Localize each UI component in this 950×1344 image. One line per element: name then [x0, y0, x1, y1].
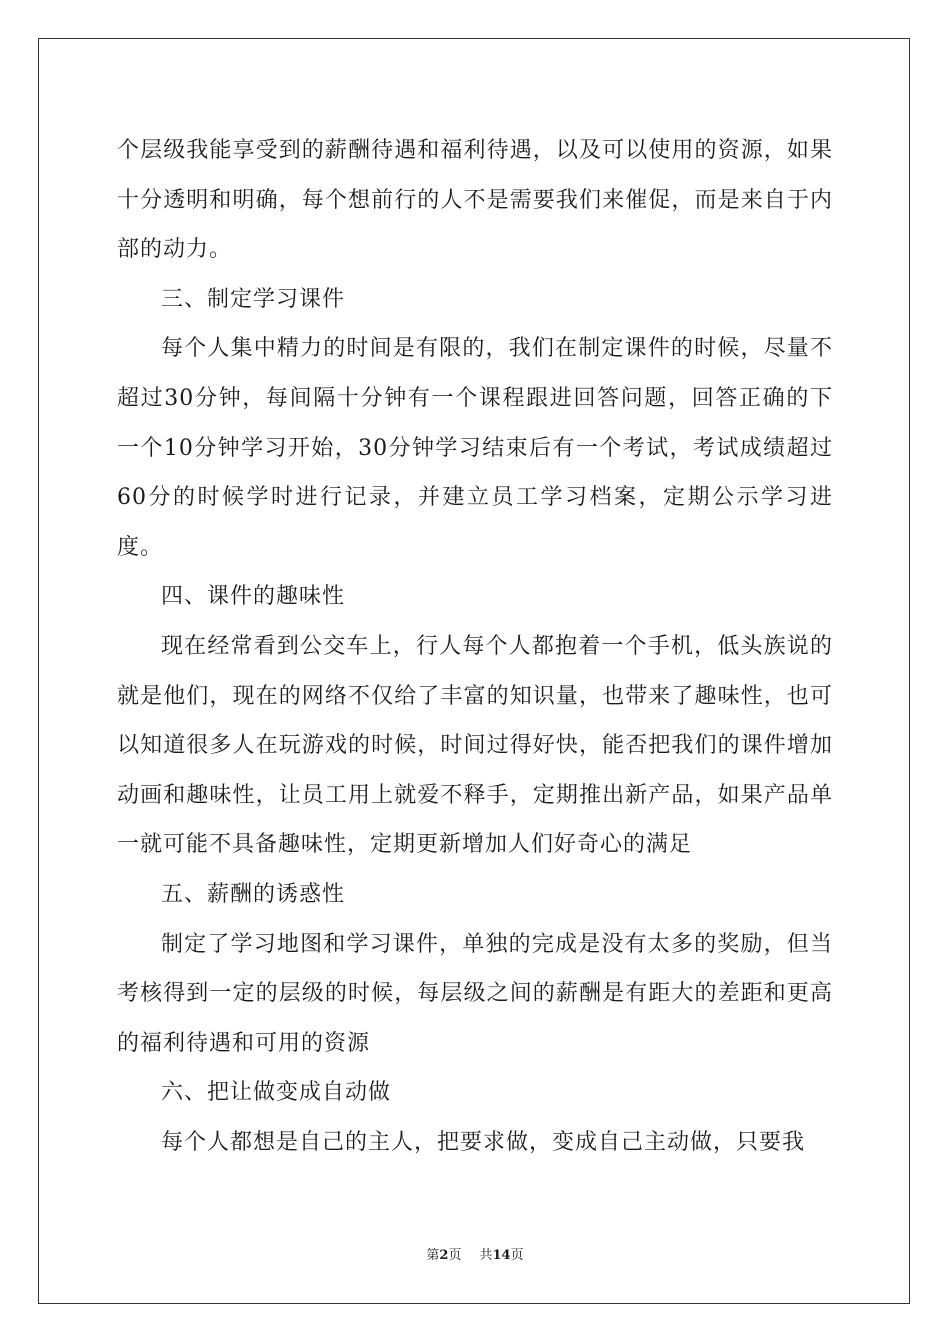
paragraph: 制定了学习地图和学习课件，单独的完成是没有太多的奖励，但当考核得到一定的层级的时候，每层级之间的薪酬是有距大的差距和更高的福利待遇和可用的资源	[117, 931, 833, 1056]
section-heading-3: 三、制定学习课件	[161, 286, 346, 312]
footer-total-number: 14	[492, 1248, 511, 1263]
section-heading-6: 六、把让做变成自动做	[161, 1080, 392, 1106]
paragraph: 每个人都想是自己的主人，把要求做，变成自己主动做，只要我	[161, 1129, 806, 1155]
footer-page-number: 2	[439, 1248, 449, 1263]
section-heading-5: 五、薪酬的诱惑性	[161, 881, 346, 907]
document-body	[117, 126, 833, 1167]
paragraph: 每个人集中精力的时间是有限的，我们在制定课件的时候，尽量不超过30分钟，每间隔十分钟有一个课程跟进回答问题，回答正确的下一个10分钟学习开始，30分钟学习结束后有一个考试，考试成绩超过60分的时候学时进行记录，并建立员工学习档案，定期公示学习进度。	[117, 336, 833, 560]
section-heading-4: 四、课件的趣味性	[161, 584, 346, 610]
footer-total-prefix: 共	[479, 1248, 493, 1263]
footer-page-suffix: 页	[448, 1248, 462, 1263]
footer-page-prefix: 第	[426, 1248, 440, 1263]
paragraph-continued: 个层级我能享受到的薪酬待遇和福利待遇，以及可以使用的资源，如果十分透明和明确，每个想前行的人不是需要我们来催促，而是来自于内部的动力。	[117, 138, 833, 263]
paragraph: 现在经常看到公交车上，行人每个人都抱着一个手机，低头族说的就是他们，现在的网络不仅给了丰富的知识量，也带来了趣味性，也可以知道很多人在玩游戏的时候，时间过得好快，能否把我们的课件增加动画和趣味性，让员工用上就爱不释手，定期推出新产品，如果产品单一就可能不具备趣味性，定期更新增加人们好奇心的满足	[117, 633, 833, 858]
footer-total-suffix: 页	[510, 1248, 524, 1263]
page-footer	[0, 1244, 950, 1263]
